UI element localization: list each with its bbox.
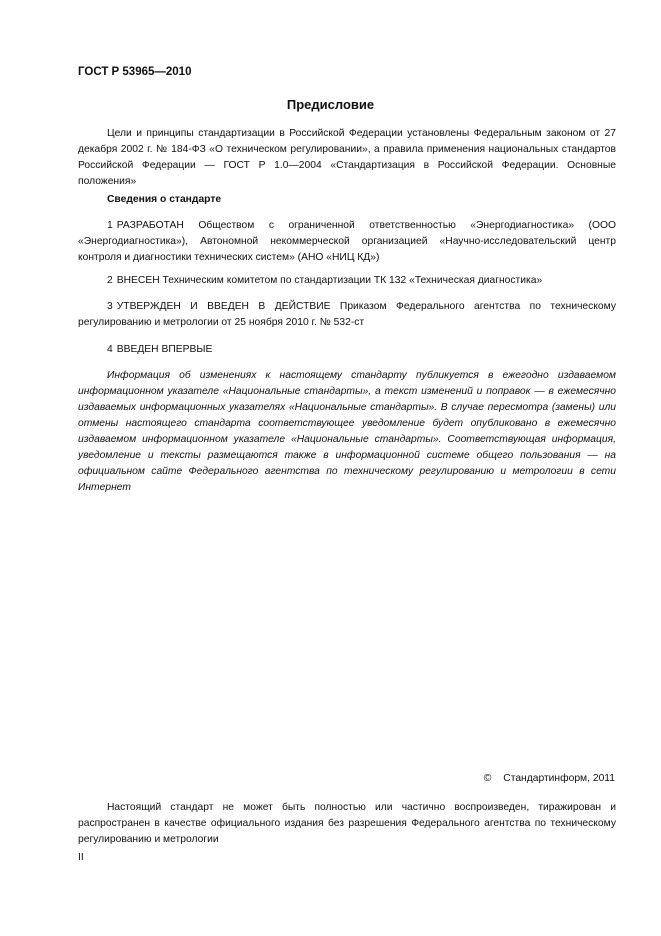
list-item xyxy=(78,273,616,289)
copyright-symbol: © xyxy=(483,773,492,784)
page-number: II xyxy=(78,852,84,863)
info-note: Информация об изменениях к настоящему стандарту публикуется в ежегодно издаваемом информационном указателе «Национальные стандарты», а текст изменений и поправок — в ежемесячно издаваемых информационных указателях «Национальные стандарты». В случае пересмотра (замены) или отмены настоящего стандарта соответствующее уведомление будет опубликовано в ежемесячно издаваемом информационном указателе «Национальные стандарты». Соответствующая информация, уведомление и тексты размещаются также в информационной системе общего пользования — на официальном сайте Федерального агентства по техническому регулированию и метрологии в сети Интернет xyxy=(78,370,616,493)
item-number: 1 xyxy=(107,220,113,231)
copyright-line xyxy=(484,773,615,784)
item-number: 3 xyxy=(107,301,113,312)
item-text: ВВЕДЕН ВПЕРВЫЕ xyxy=(116,344,213,355)
list-item xyxy=(78,342,616,358)
list-item xyxy=(78,218,616,266)
reproduction-notice: Настоящий стандарт не может быть полностью или частично воспроизведен, тиражирован и распространен в качестве официального издания без разрешения Федерального агентства по техническому регулированию и метрологии xyxy=(78,802,616,845)
standard-code: ГОСТ Р 53965—2010 xyxy=(78,66,192,78)
page-title: Предисловие xyxy=(286,97,375,112)
list-item xyxy=(78,299,616,331)
intro-paragraph: Цели и принципы стандартизации в Российской Федерации установлены Федеральным законом от 27 декабря 2002 г. № 184-ФЗ «О техническом регулировании», а правила применения национальных стандартов Российской Федерации — ГОСТ Р 1.0—2004 «Стандартизация в Российской Федерации. Основные положения» xyxy=(78,128,616,187)
item-text: УТВЕРЖДЕН И ВВЕДЕН В ДЕЙСТВИЕ Приказом Федерального агентства по техническому регулированию и метрологии от 25 ноября 2010 г. № 532-ст xyxy=(78,301,616,328)
copyright-holder: Стандартинформ, 2011 xyxy=(503,773,615,784)
item-number: 2 xyxy=(107,275,113,286)
item-text: РАЗРАБОТАН Обществом с ограниченной ответственностью «Энергодиагностика» (ООО «Энергодиагностика»), Автономной некоммерческой организацией «Научно-исследовательский центр контроля и диагностики технических систем» (АНО «НИЦ КД») xyxy=(78,220,616,263)
item-text: ВНЕСЕН Техническим комитетом по стандартизации ТК 132 «Техническая диагностика» xyxy=(116,275,543,286)
item-number: 4 xyxy=(107,344,113,355)
section-title: Сведения о стандарте xyxy=(107,194,222,205)
